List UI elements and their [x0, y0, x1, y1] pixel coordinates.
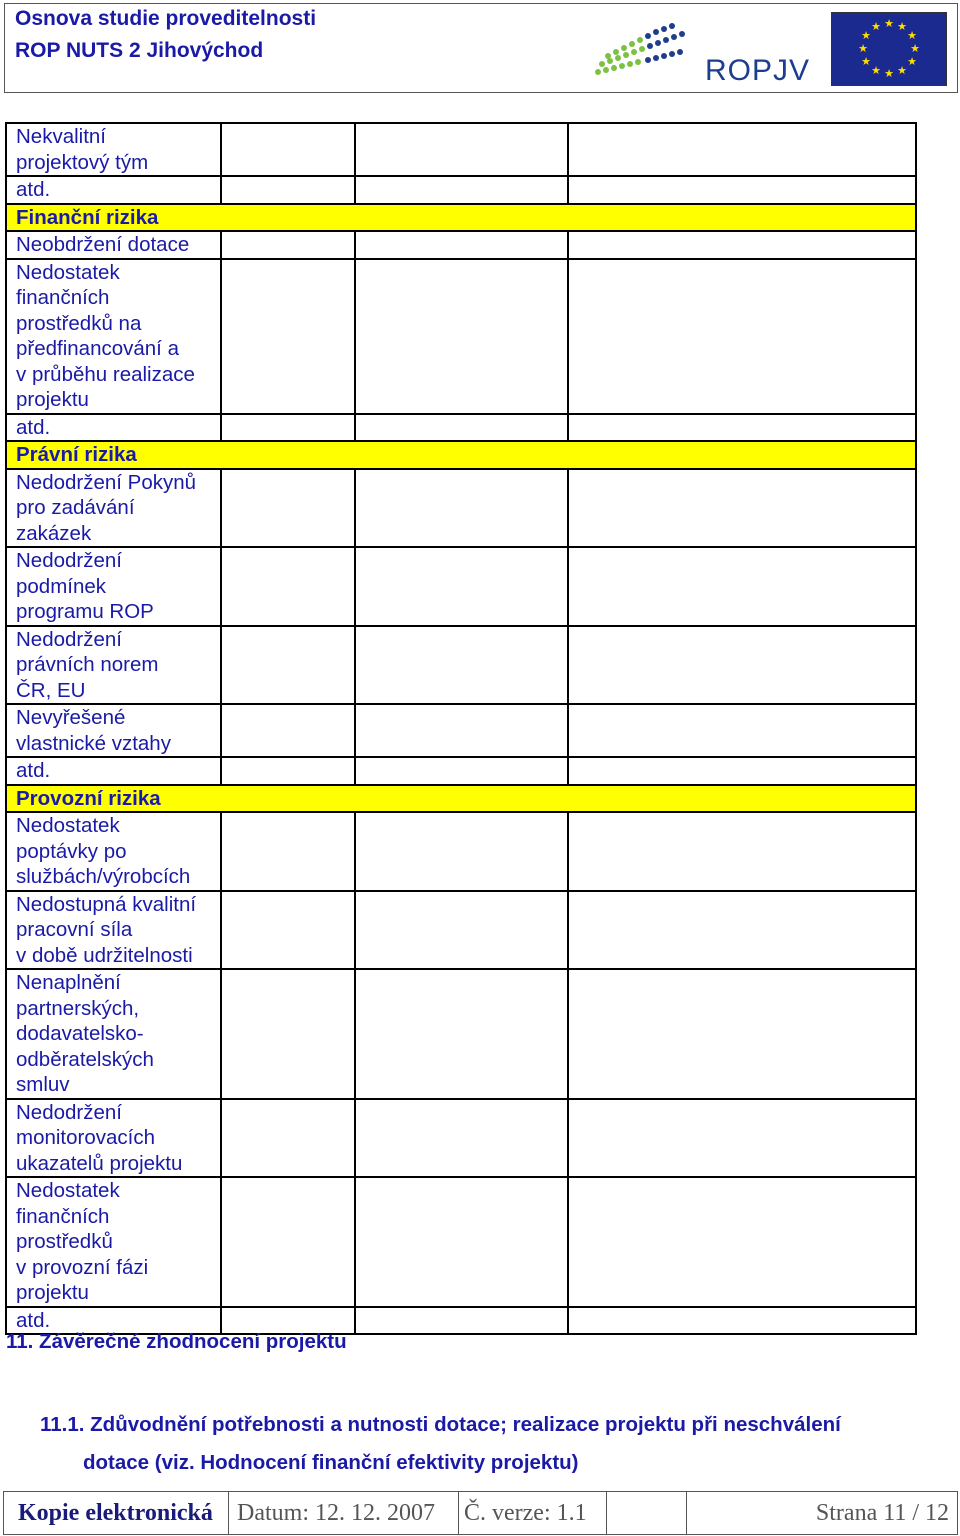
ropjv-logo-text: ROPJV: [705, 54, 811, 87]
empty-cell: [355, 704, 568, 757]
empty-cell: [221, 1177, 355, 1307]
category-label-text: Provozní rizika: [16, 786, 161, 810]
empty-cell: [568, 812, 916, 891]
risk-label-line: odběratelských: [16, 1047, 154, 1071]
empty-cell: [568, 969, 916, 1099]
svg-text:★: ★: [884, 67, 894, 80]
document-header: [4, 3, 958, 93]
risk-label-line: finančních: [16, 286, 110, 309]
risk-label-cell: [6, 812, 221, 891]
risk-label-line: zakázek: [16, 521, 92, 545]
empty-cell: [355, 1099, 568, 1178]
table-row: [6, 626, 916, 705]
risk-label-cell: [6, 259, 221, 414]
header-title-line2: ROP NUTS 2 Jihovýchod: [15, 39, 264, 62]
risk-label-line: prostředků na: [16, 311, 142, 335]
header-title-line1: Osnova studie proveditelnosti: [15, 7, 317, 30]
risk-label-line: Nedodržení: [16, 549, 122, 572]
empty-cell: [568, 231, 916, 259]
empty-cell: [221, 414, 355, 442]
risk-label-line: monitorovacích: [16, 1126, 156, 1149]
risk-label-line: Nenaplnění: [16, 971, 121, 994]
svg-text:★: ★: [907, 29, 917, 42]
risk-table-body: [6, 123, 916, 1334]
empty-cell: [355, 176, 568, 204]
risk-label-cell: [6, 547, 221, 626]
risk-label-line: smluv: [16, 1073, 70, 1096]
empty-cell: [355, 1177, 568, 1307]
table-row: [6, 704, 916, 757]
empty-cell: [568, 259, 916, 414]
empty-cell: [355, 231, 568, 259]
footer-version: Č. verze: 1.1: [459, 1492, 607, 1534]
empty-cell: [568, 1307, 916, 1335]
risk-label-cell: [6, 176, 221, 204]
empty-cell: [568, 1177, 916, 1307]
risk-label-line: Nedodržení: [16, 1100, 122, 1124]
risk-label-line: Nedodržení Pokynů: [16, 470, 197, 494]
empty-cell: [221, 231, 355, 259]
empty-cell: [221, 704, 355, 757]
risk-label-line: ČR, EU: [16, 678, 86, 702]
empty-cell: [355, 1307, 568, 1335]
subsection-line2: dotace (viz. Hodnocení finanční efektivity projektu): [83, 1451, 579, 1474]
risk-label-cell: [6, 469, 221, 548]
svg-text:★: ★: [861, 55, 871, 68]
empty-cell: [221, 626, 355, 705]
risk-label-cell: [6, 231, 221, 259]
risk-label-line: programu ROP: [16, 600, 154, 623]
ropjv-logo: [590, 20, 820, 92]
risk-label-cell: [6, 757, 221, 785]
eu-flag-icon: [831, 12, 947, 86]
risk-label-cell: [6, 123, 221, 176]
document-footer: [3, 1491, 958, 1535]
empty-cell: [221, 123, 355, 176]
risk-label-line: prostředků: [16, 1230, 113, 1253]
table-row: [6, 123, 916, 176]
risk-label-line: atd.: [16, 178, 51, 201]
risk-label-cell: [6, 1099, 221, 1178]
empty-cell: [355, 547, 568, 626]
svg-text:★: ★: [897, 20, 907, 33]
footer-blank-cell: [607, 1492, 687, 1534]
empty-cell: [568, 469, 916, 548]
empty-cell: [221, 176, 355, 204]
risk-label-line: Nedostatek: [16, 814, 120, 837]
table-row: [6, 259, 916, 414]
empty-cell: [568, 123, 916, 176]
risk-label-cell: [6, 969, 221, 1099]
category-label: [6, 785, 916, 813]
table-row: [6, 812, 916, 891]
risk-label-cell: [6, 1177, 221, 1307]
risk-label-line: službách/výrobcích: [16, 865, 191, 888]
empty-cell: [568, 547, 916, 626]
risk-label-cell: [6, 704, 221, 757]
empty-cell: [221, 259, 355, 414]
risk-label-line: Neobdržení dotace: [16, 233, 190, 256]
empty-cell: [355, 969, 568, 1099]
table-row: [6, 414, 916, 442]
risk-label-line: atd.: [16, 1308, 51, 1332]
risk-table: [5, 122, 917, 1335]
category-label: [6, 441, 916, 469]
table-category-row: [6, 441, 916, 469]
risk-label-line: právních norem: [16, 653, 159, 676]
empty-cell: [221, 969, 355, 1099]
risk-label-line: atd.: [16, 415, 51, 439]
table-row: [6, 469, 916, 548]
svg-text:★: ★: [884, 17, 894, 30]
empty-cell: [221, 757, 355, 785]
risk-label-line: pro zadávání: [16, 496, 135, 519]
risk-label-line: poptávky po: [16, 839, 127, 863]
empty-cell: [355, 891, 568, 970]
risk-label-cell: [6, 414, 221, 442]
empty-cell: [568, 1099, 916, 1178]
empty-cell: [221, 469, 355, 548]
empty-cell: [568, 891, 916, 970]
empty-cell: [221, 547, 355, 626]
empty-cell: [568, 704, 916, 757]
table-row: [6, 757, 916, 785]
svg-text:★: ★: [871, 64, 881, 77]
risk-label-line: podmínek: [16, 574, 107, 598]
risk-label-line: v provozní fázi: [16, 1255, 149, 1279]
risk-label-line: vlastnické vztahy: [16, 731, 171, 755]
empty-cell: [355, 626, 568, 705]
empty-cell: [355, 414, 568, 442]
table-category-row: [6, 785, 916, 813]
empty-cell: [568, 757, 916, 785]
footer-copy-label: Kopie elektronická: [4, 1492, 229, 1534]
risk-label-line: Nevyřešené: [16, 706, 126, 729]
risk-label-line: předfinancování a: [16, 337, 179, 360]
svg-text:★: ★: [907, 55, 917, 68]
risk-label-line: partnerských,: [16, 996, 140, 1020]
subsection-heading: [40, 1406, 920, 1482]
category-label-text: Finanční rizika: [16, 205, 159, 229]
empty-cell: [568, 176, 916, 204]
risk-label-line: Nedodržení: [16, 627, 122, 651]
empty-cell: [568, 626, 916, 705]
risk-label-line: Nedostatek: [16, 260, 120, 284]
risk-label-line: projektu: [16, 1281, 89, 1304]
table-row: [6, 547, 916, 626]
risk-label-line: Nedostupná kvalitní: [16, 892, 197, 916]
table-category-row: [6, 204, 916, 232]
empty-cell: [355, 757, 568, 785]
risk-label-line: projektu: [16, 388, 89, 411]
empty-cell: [221, 891, 355, 970]
footer-page-number: Strana 11 / 12: [815, 1499, 949, 1526]
risk-label-line: pracovní síla: [16, 918, 133, 941]
table-row: [6, 1099, 916, 1178]
table-row: [6, 891, 916, 970]
table-row: [6, 969, 916, 1099]
empty-cell: [221, 1099, 355, 1178]
empty-cell: [221, 812, 355, 891]
category-label-text: Právní rizika: [16, 443, 137, 466]
section-heading: 11. Závěrečné zhodnocení projektu: [6, 1330, 347, 1353]
empty-cell: [568, 414, 916, 442]
risk-label-line: atd.: [16, 759, 51, 782]
svg-text:★: ★: [871, 20, 881, 33]
empty-cell: [355, 469, 568, 548]
footer-date: Datum: 12. 12. 2007: [229, 1492, 459, 1534]
risk-label-line: v průběhu realizace: [16, 362, 195, 386]
risk-label-line: dodavatelsko-: [16, 1022, 144, 1045]
risk-label-cell: [6, 891, 221, 970]
risk-label-line: finančních: [16, 1204, 110, 1228]
table-row: [6, 231, 916, 259]
risk-label-cell: [6, 626, 221, 705]
svg-text:★: ★: [897, 64, 907, 77]
risk-label-line: Nekvalitní: [16, 125, 107, 148]
risk-label-line: ukazatelů projektu: [16, 1151, 183, 1175]
table-row: [6, 1177, 916, 1307]
svg-text:★: ★: [861, 29, 871, 42]
empty-cell: [355, 259, 568, 414]
risk-label-line: v době udržitelnosti: [16, 943, 193, 967]
category-label: [6, 204, 916, 232]
ropjv-dots-icon: [590, 20, 705, 90]
empty-cell: [355, 123, 568, 176]
empty-cell: [355, 812, 568, 891]
risk-label-line: projektový tým: [16, 150, 149, 174]
svg-text:★: ★: [858, 42, 868, 55]
svg-text:★: ★: [910, 42, 920, 55]
subsection-line1: 11.1. Zdůvodnění potřebnosti a nutnosti dotace; realizace projektu při neschválení: [40, 1413, 841, 1436]
table-row: [6, 176, 916, 204]
risk-label-line: Nedostatek: [16, 1179, 120, 1202]
